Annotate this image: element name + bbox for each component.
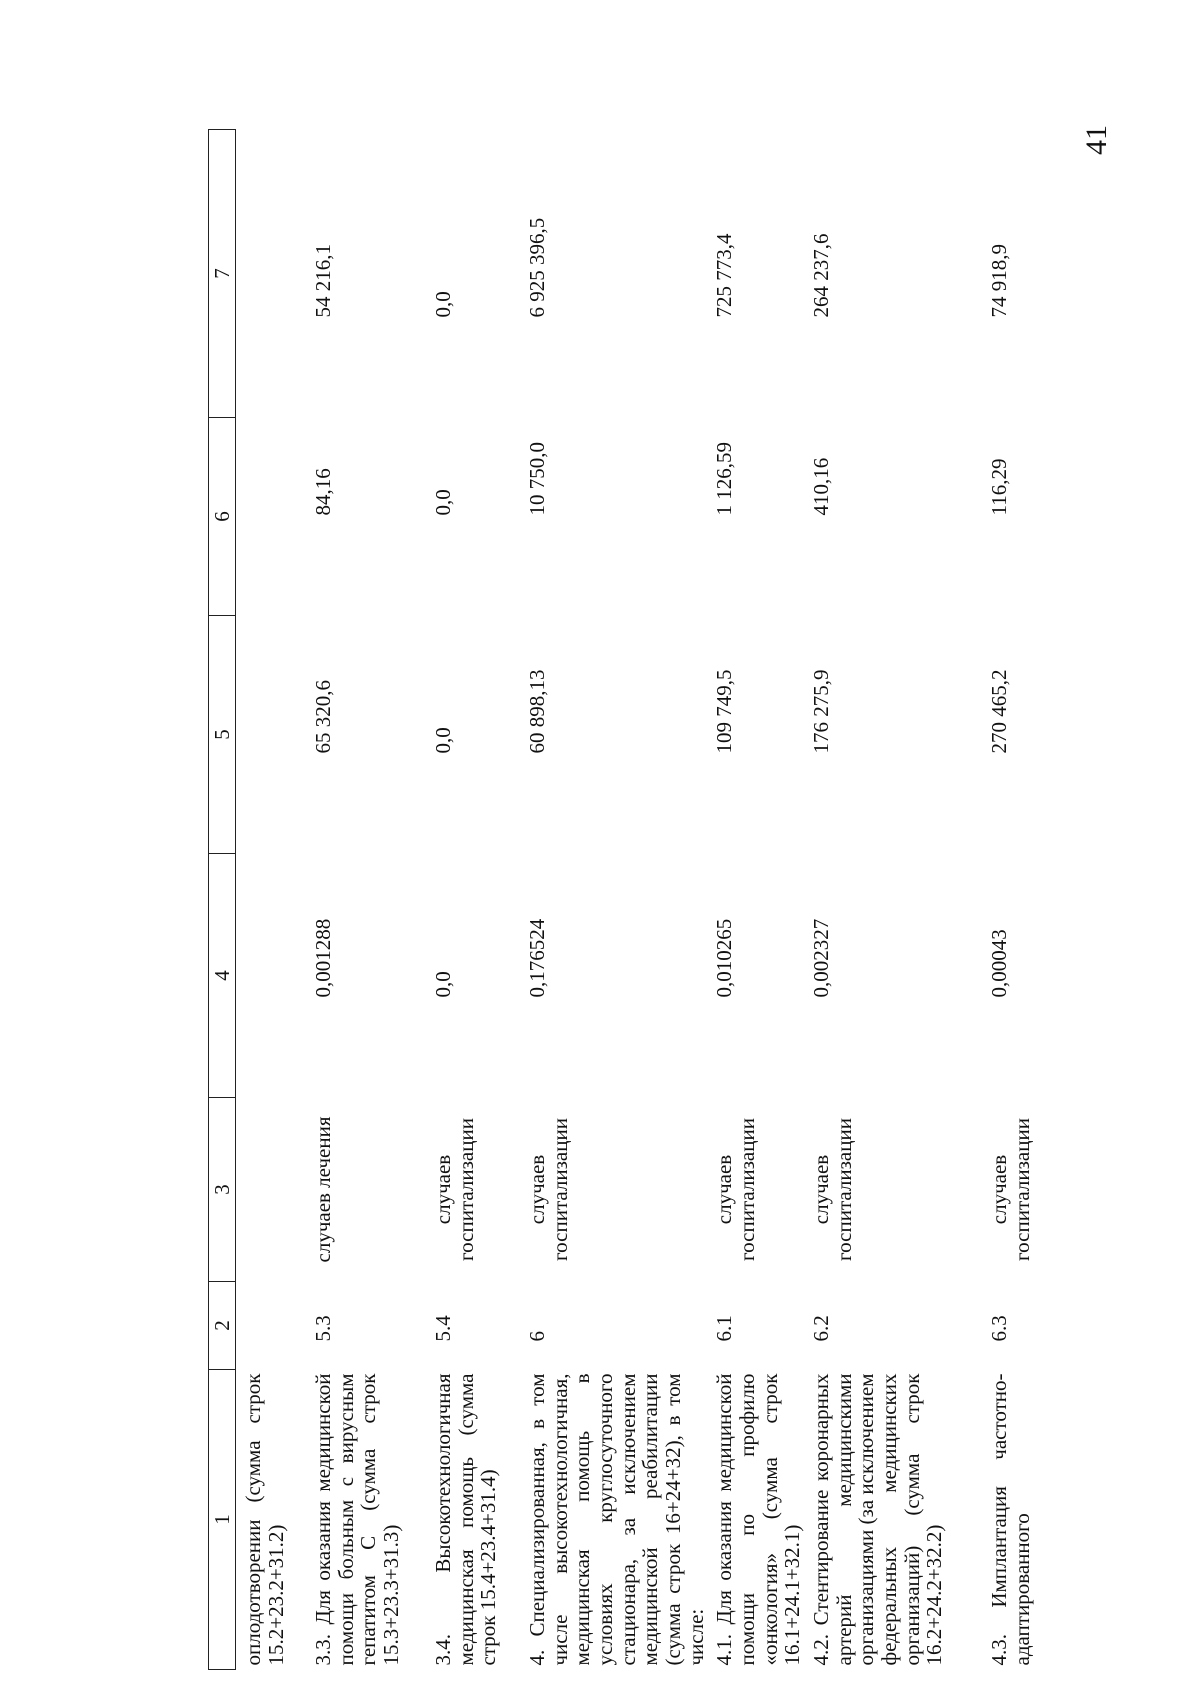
row-value-6: 116,29 [987, 458, 1012, 516]
data-table [208, 129, 1058, 1670]
row-value-5 [236, 616, 307, 854]
column-header: 6 [209, 418, 236, 616]
row-code: 5.3 [311, 1315, 335, 1342]
row-unit [236, 1098, 307, 1282]
table-row [306, 130, 426, 1670]
row-value-4: 0,0 [431, 971, 455, 998]
row-code: 6.2 [809, 1315, 834, 1342]
row-value-7 [236, 130, 307, 418]
row-name: оплодотворении (сумма строк 15.2+23.2+31.2) [241, 1373, 288, 1666]
row-value-5: 65 320,6 [311, 680, 335, 754]
row-value-4: 0,00043 [987, 929, 1012, 998]
row-value-7: 6 925 396,5 [525, 217, 549, 318]
row-code: 6 [525, 1331, 549, 1342]
row-code: 5.4 [431, 1315, 455, 1342]
row-value-7: 264 237,6 [809, 233, 834, 318]
row-value-6: 1 126,59 [712, 442, 737, 516]
row-value-4: 0,002327 [809, 918, 834, 998]
row-unit: случаев госпитализации [987, 1118, 1034, 1261]
row-unit: случаев госпитализации [431, 1118, 478, 1261]
row-value-4 [236, 854, 307, 1098]
row-value-4: 0,001288 [311, 918, 335, 998]
row-name: 4.1. Для оказания медицинской помощи по профилю «онкология» (сумма строк 16.1+24.1+32.1) [712, 1373, 805, 1666]
row-name: 4.3. Имплантация частотно-адаптированного [987, 1373, 1034, 1666]
row-code [236, 1282, 307, 1370]
row-unit: случаев лечения [311, 1116, 335, 1263]
table-row [804, 130, 982, 1670]
row-unit: случаев госпитализации [712, 1118, 760, 1261]
rotated-table-area [208, 130, 1200, 1670]
row-value-6 [236, 418, 307, 616]
row-value-6: 0,0 [431, 489, 455, 516]
row-value-7: 0,0 [431, 291, 455, 318]
row-value-5: 176 275,9 [809, 669, 834, 754]
row-name: 3.4. Высокотехнологичная медицинская помощь (сумма строк 15.4+23.4+31.4) [431, 1373, 501, 1666]
row-code: 6.3 [987, 1315, 1012, 1342]
row-code: 6.1 [712, 1315, 737, 1342]
row-value-5: 109 749,5 [712, 669, 737, 754]
table-row [236, 130, 307, 1670]
row-value-7: 54 216,1 [311, 244, 335, 318]
row-name: 4.2. Стентирование коронарных артерий медицинскими организациями (за исключением федеральных медицинских организаций) (сумма строк 16.2+24.2+32.2) [809, 1373, 947, 1666]
row-name: 4. Специализированная, в том числе высокотехнологичная, медицинская помощь в условиях круглосуточного стационара, за исключением медицинской реабилитации (сумма строк 16+24+32), в том числе: [525, 1373, 708, 1666]
column-header: 4 [209, 854, 236, 1098]
row-name: 3.3. Для оказания медицинской помощи больным с вирусным гепатитом С (сумма строк 15.3+23.3+31.3) [311, 1373, 404, 1666]
row-value-6: 84,16 [311, 468, 335, 516]
row-value-4: 0,176524 [525, 918, 549, 998]
table-row [520, 130, 707, 1670]
column-header: 5 [209, 616, 236, 854]
row-value-5: 60 898,13 [525, 669, 549, 754]
row-value-7: 725 773,4 [712, 233, 737, 318]
row-unit: случаев госпитализации [525, 1118, 572, 1261]
table-row [426, 130, 520, 1670]
column-header: 2 [209, 1282, 236, 1370]
row-value-5: 0,0 [431, 727, 455, 754]
row-value-6: 410,16 [809, 457, 834, 516]
column-header: 3 [209, 1098, 236, 1282]
column-header: 7 [209, 130, 236, 418]
row-value-6: 10 750,0 [525, 442, 549, 516]
header-row [209, 130, 236, 1670]
row-value-4: 0,010265 [712, 918, 737, 998]
table-row [982, 130, 1058, 1670]
page-number: 41 [1080, 125, 1113, 155]
row-value-5: 270 465,2 [987, 669, 1012, 754]
table-row [707, 130, 804, 1670]
column-header: 1 [209, 1370, 236, 1670]
row-unit: случаев госпитализации [809, 1118, 856, 1261]
row-value-7: 74 918,9 [987, 244, 1012, 318]
